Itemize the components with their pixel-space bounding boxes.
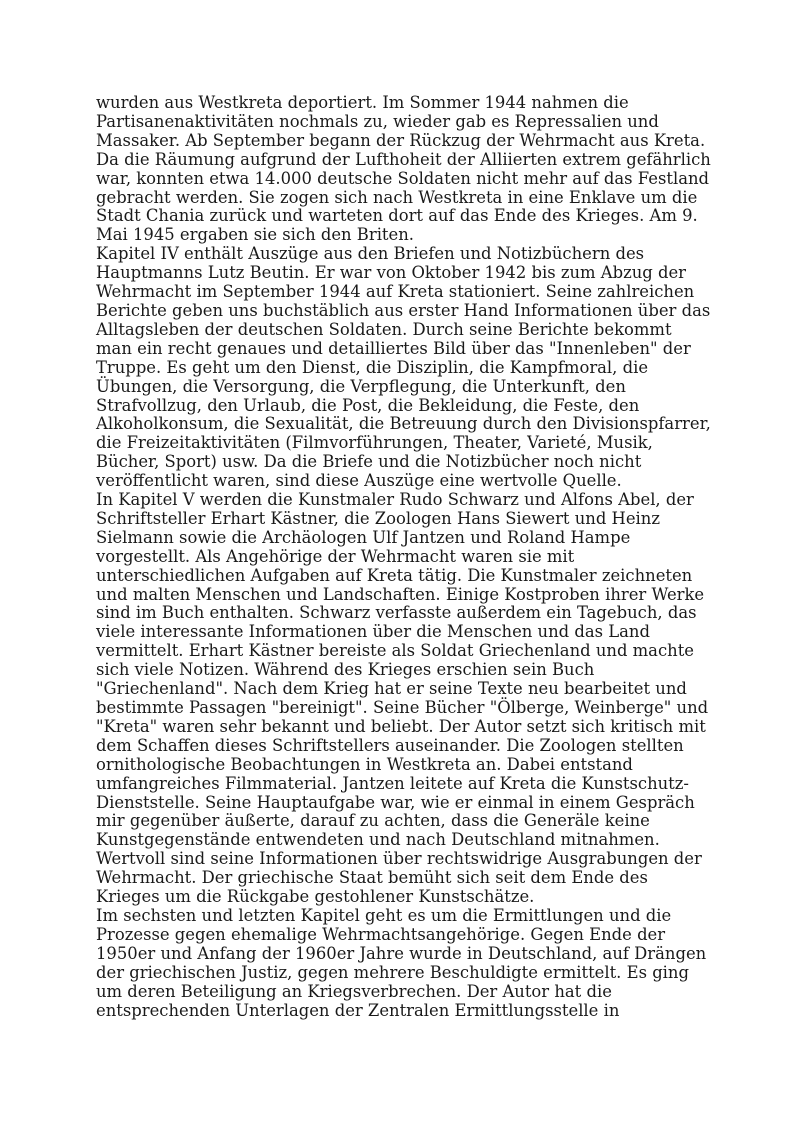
text-line: 1950er und Anfang der 1960er Jahre wurde in Deutschland, auf Drängen: [96, 943, 707, 963]
text-line: unterschiedlichen Aufgaben auf Kreta tätig. Die Kunstmaler zeichneten: [96, 565, 693, 585]
text-line: Wehrmacht. Der griechische Staat bemüht sich seit dem Ende des: [96, 868, 648, 888]
text-line: war, konnten etwa 14.000 deutsche Soldaten nicht mehr auf das Festland: [96, 168, 710, 188]
text-line: In Kapitel V werden die Kunstmaler Rudo Schwarz und Alfons Abel, der: [96, 490, 694, 510]
text-line: sich viele Notizen. Während des Krieges erschien sein Buch: [96, 660, 595, 680]
paragraph-kapitel-v: [96, 491, 736, 907]
text-line: Alltagsleben der deutschen Soldaten. Durch seine Berichte bekommt: [96, 319, 672, 339]
text-line: Hauptmanns Lutz Beutin. Er war von Oktober 1942 bis zum Abzug der: [96, 263, 687, 283]
text-line: die Freizeitaktivitäten (Filmvorführungen, Theater, Varieté, Musik,: [96, 433, 653, 453]
text-line: Partisanenaktivitäten nochmals zu, wieder gab es Repressalien und: [96, 111, 659, 131]
text-line: Dienststelle. Seine Hauptaufgabe war, wie er einmal in einem Gespräch: [96, 792, 695, 812]
text-line: bestimmte Passagen "bereinigt". Seine Bücher "Ölberge, Weinberge" und: [96, 698, 709, 717]
text-line: Wertvoll sind seine Informationen über rechtswidrige Ausgrabungen der: [96, 849, 702, 869]
text-line: Wehrmacht im September 1944 auf Kreta stationiert. Seine zahlreichen: [96, 282, 695, 302]
text-line: Krieges um die Rückgabe gestohlener Kunstschätze.: [96, 887, 535, 907]
text-line: Prozesse gegen ehemalige Wehrmachtsangehörige. Gegen Ende der: [96, 924, 666, 944]
text-line: umfangreiches Filmmaterial. Jantzen leitete auf Kreta die Kunstschutz-: [96, 773, 689, 793]
text-line: Sielmann sowie die Archäologen Ulf Jantzen und Roland Hampe: [96, 527, 631, 547]
document-page: [96, 94, 736, 1020]
text-line: Schriftsteller Erhart Kästner, die Zoologen Hans Siewert und Heinz: [96, 508, 660, 528]
text-line: sind im Buch enthalten. Schwarz verfasste außerdem ein Tagebuch, das: [96, 603, 697, 623]
text-line: Bücher, Sport) usw. Da die Briefe und die Notizbücher noch nicht: [96, 452, 642, 472]
text-line: ornithologische Beobachtungen in Westkreta an. Dabei entstand: [96, 754, 633, 774]
text-line: der griechischen Justiz, gegen mehrere Beschuldigte ermittelt. Es ging: [96, 962, 689, 982]
text-line: "Kreta" waren sehr bekannt und beliebt. Der Autor setzt sich kritisch mit: [96, 716, 706, 736]
text-line: vermittelt. Erhart Kästner bereiste als Soldat Griechenland und machte: [96, 641, 694, 661]
text-line: und malten Menschen und Landschaften. Einige Kostproben ihrer Werke: [96, 584, 705, 604]
text-line: Alkoholkonsum, die Sexualität, die Betreuung durch den Divisionspfarrer,: [96, 414, 711, 434]
text-line: vorgestellt. Als Angehörige der Wehrmacht waren sie mit: [96, 546, 575, 566]
text-line: Massaker. Ab September begann der Rückzug der Wehrmacht aus Kreta.: [96, 130, 706, 150]
text-line: Im sechsten und letzten Kapitel geht es um die Ermittlungen und die: [96, 905, 672, 925]
text-line: "Griechenland". Nach dem Krieg hat er seine Texte neu bearbeitet und: [96, 679, 687, 699]
paragraph-kapitel-iv: [96, 245, 736, 491]
paragraph-sechstes-kapitel: [96, 907, 736, 1020]
text-line: um deren Beteiligung an Kriegsverbrechen. Der Autor hat die: [96, 981, 612, 1001]
text-line: Truppe. Es geht um den Dienst, die Disziplin, die Kampfmoral, die: [96, 357, 649, 377]
text-line: Mai 1945 ergaben sie sich den Briten.: [96, 225, 414, 245]
text-line: veröffentlicht waren, sind diese Auszüge eine wertvolle Quelle.: [96, 471, 622, 491]
text-line: Übungen, die Versorgung, die Verpflegung, die Unterkunft, den: [96, 376, 626, 396]
text-line: Strafvollzug, den Urlaub, die Post, die Bekleidung, die Feste, den: [96, 395, 640, 415]
text-line: Da die Räumung aufgrund der Lufthoheit der Alliierten extrem gefährlich: [96, 149, 711, 169]
paragraph-kreta-rueckzug: [96, 94, 736, 245]
text-line: Berichte geben uns buchstäblich aus erster Hand Informationen über das: [96, 300, 711, 320]
text-line: Stadt Chania zurück und warteten dort auf das Ende des Krieges. Am 9.: [96, 206, 698, 226]
text-line: Kapitel IV enthält Auszüge aus den Briefen und Notizbüchern des: [96, 244, 645, 264]
text-line: viele interessante Informationen über die Menschen und das Land: [96, 622, 650, 642]
text-line: wurden aus Westkreta deportiert. Im Sommer 1944 nahmen die: [96, 93, 629, 112]
text-line: gebracht werden. Sie zogen sich nach Westkreta in eine Enklave um die: [96, 187, 698, 207]
text-line: entsprechenden Unterlagen der Zentralen Ermittlungsstelle in: [96, 1000, 620, 1020]
text-line: man ein recht genaues und detailliertes Bild über das "Innenleben" der: [96, 338, 691, 358]
text-line: dem Schaffen dieses Schriftstellers auseinander. Die Zoologen stellten: [96, 735, 684, 755]
text-line: mir gegenüber äußerte, darauf zu achten, dass die Generäle keine: [96, 811, 650, 831]
text-line: Kunstgegenstände entwendeten und nach Deutschland mitnahmen.: [96, 830, 660, 850]
